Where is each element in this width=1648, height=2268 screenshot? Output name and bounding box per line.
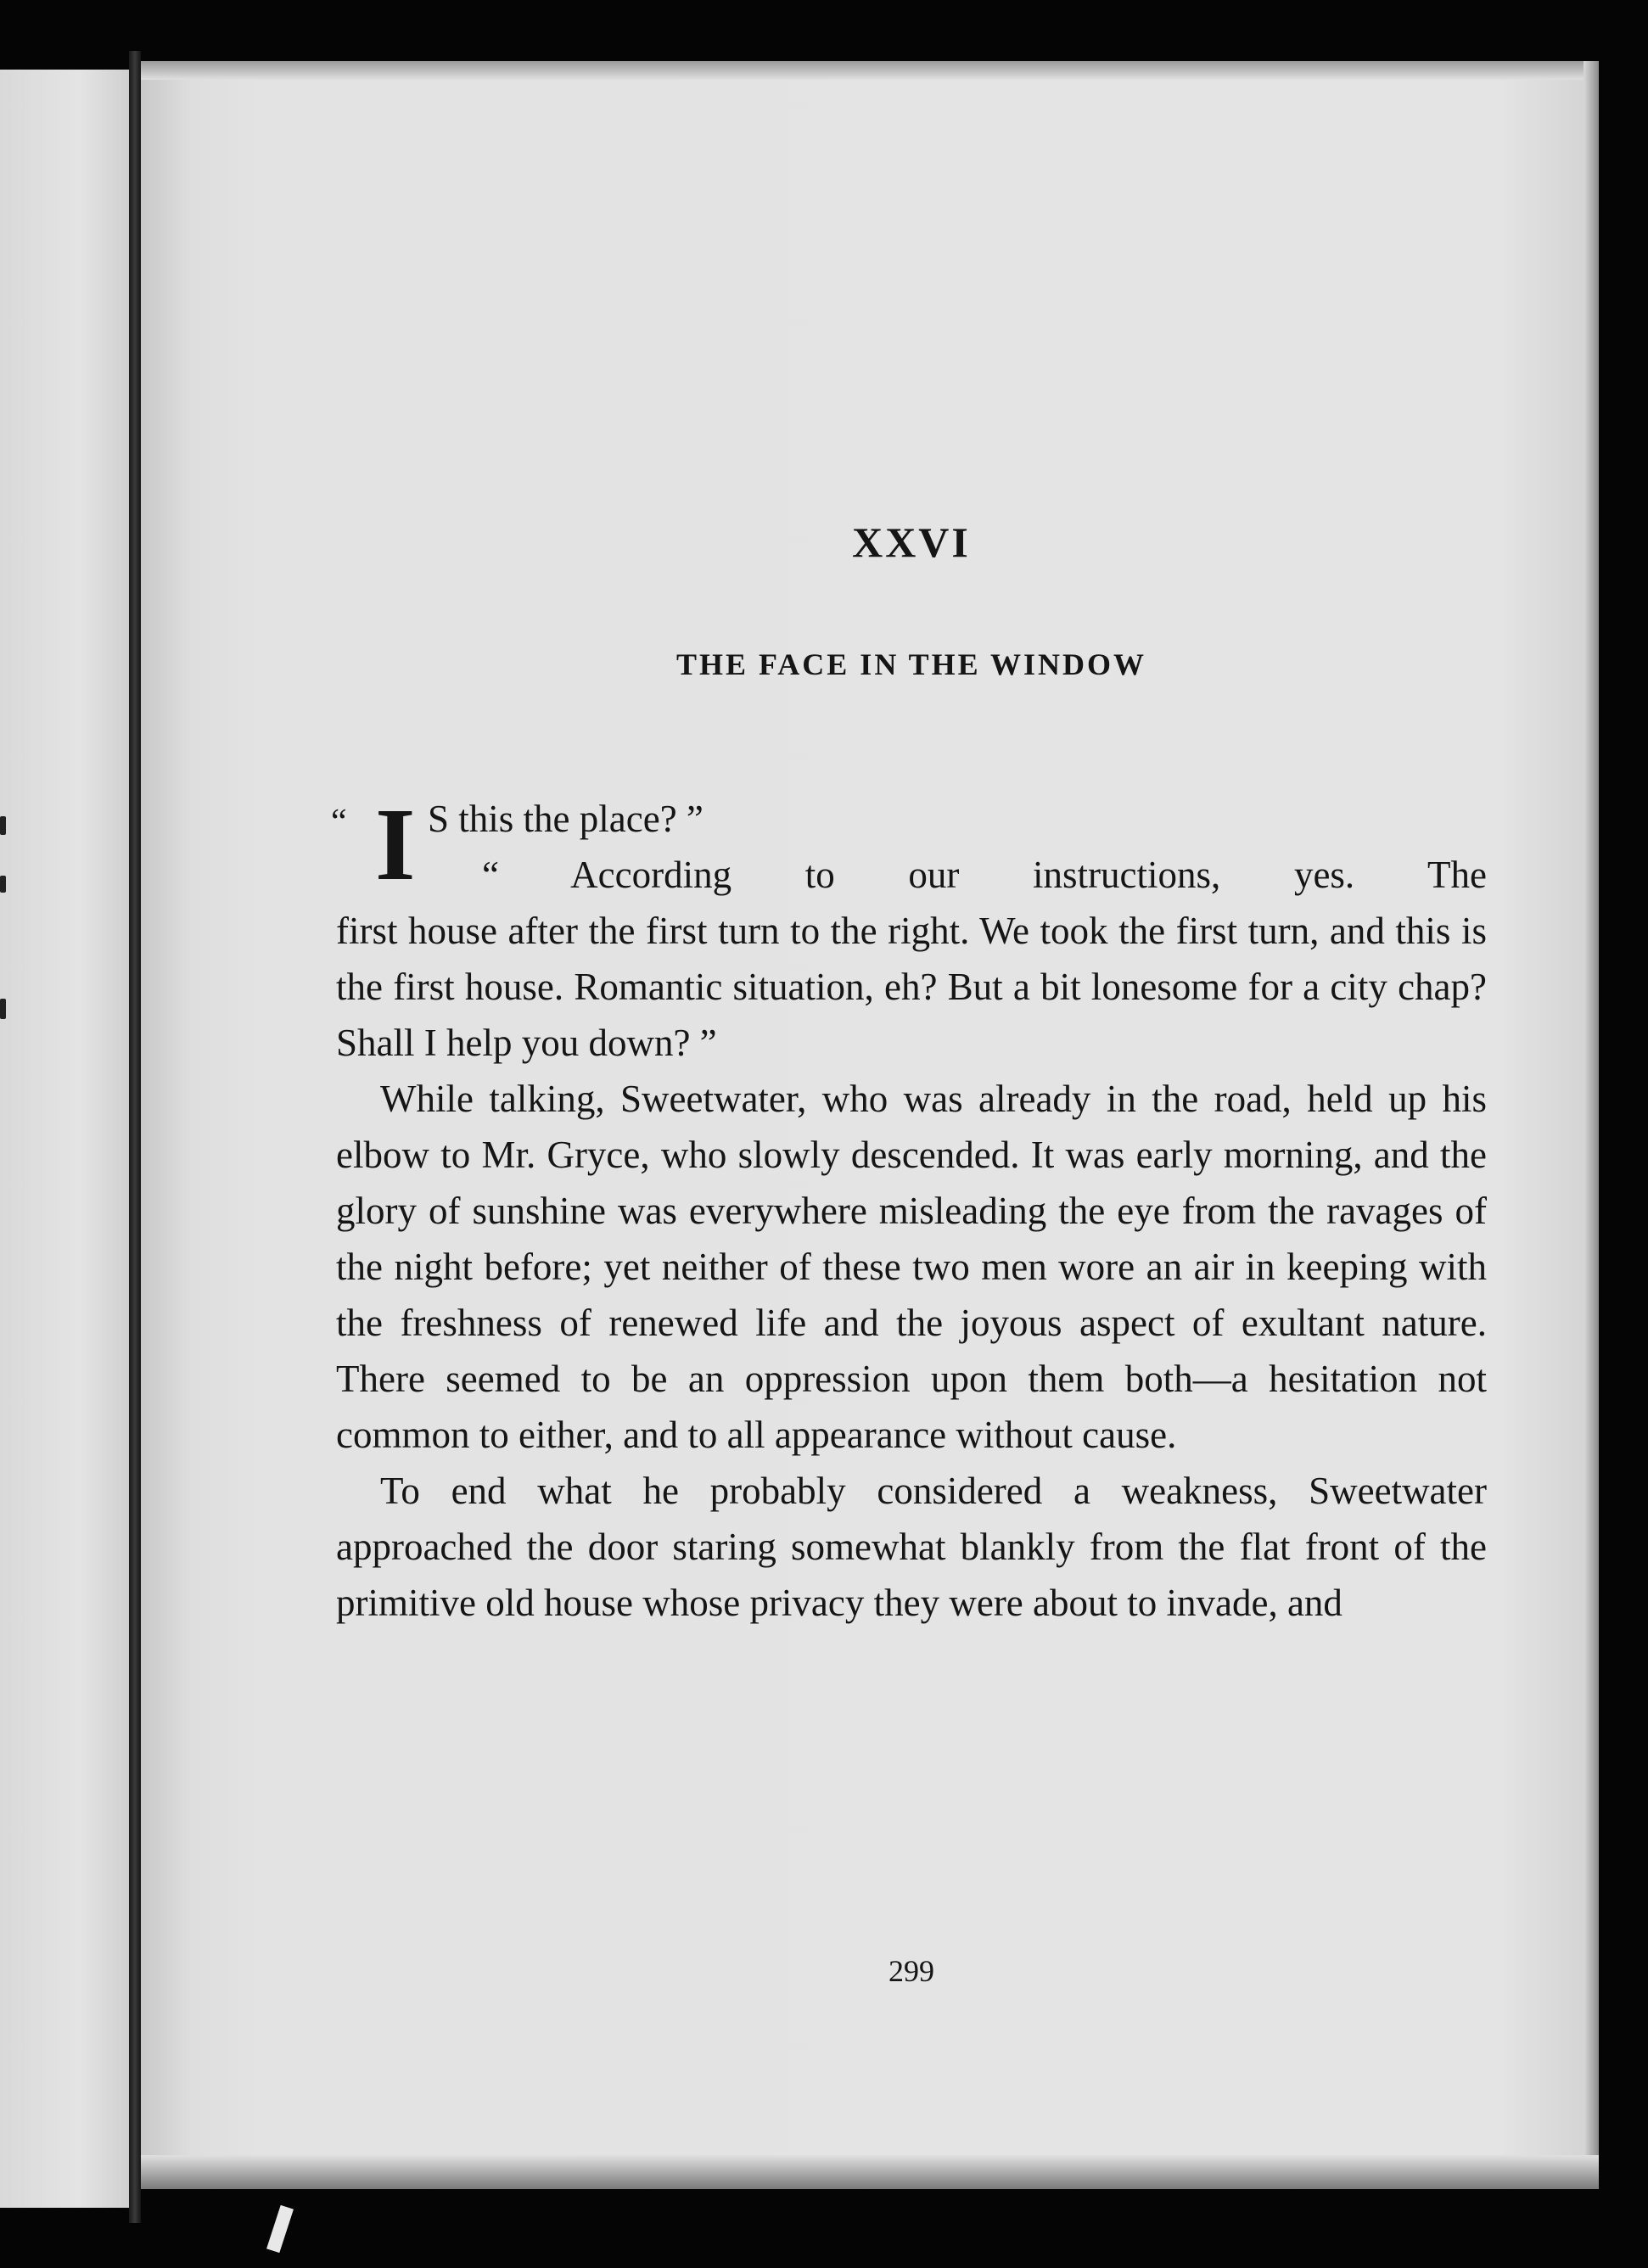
book-gutter [129,51,141,2223]
paragraph: While talking, Sweetwater, who was already in the road, held up his elbow to Mr. Gryce, who slowly descended. It was early morning, and the glory of sunshine was everywhere misleading the eye from the ravages of the night before; yet neither of these two men wore an air in keeping with the freshness of renewed life and the joyous aspect of exultant nature. There seemed to be an oppression upon them both—a hesitation not common to either, and to all appearance without cause. [336,1078,1487,1456]
previous-page-edge [0,70,132,2208]
paragraph: To end what he probably considered a weakness, Sweetwater approached the door staring somewhat blankly from the flat front of the primitive old house whose privacy they were about to invade, and [336,1470,1487,1624]
chapter-title: THE FACE IN THE WINDOW [675,647,1147,681]
second-line: “ According to our instructions, yes. The [482,854,1487,896]
page-top-edge [141,61,1599,80]
page-bottom-edge [141,2155,1599,2189]
print-mark [0,876,6,893]
print-mark [0,816,6,835]
print-mark [0,999,6,1019]
chapter-number: XXVI [852,518,971,566]
body-text [331,787,1487,1631]
opening-quote: “ [331,803,347,842]
first-line: S this the place? ” [428,798,703,840]
first-paragraph-rest: first house after the first turn to the right. We took the first turn, and this is the first house. Romantic situation, eh? But a bit lonesome for a city chap? Shall I help you down? ” [336,910,1487,1064]
drop-cap: I [375,787,416,902]
page-right-edge [1584,61,1599,2189]
page-number: 299 [888,1954,934,1988]
book-page [141,61,1599,2189]
scan-artifact [266,2205,294,2253]
first-paragraph [331,787,1487,1071]
